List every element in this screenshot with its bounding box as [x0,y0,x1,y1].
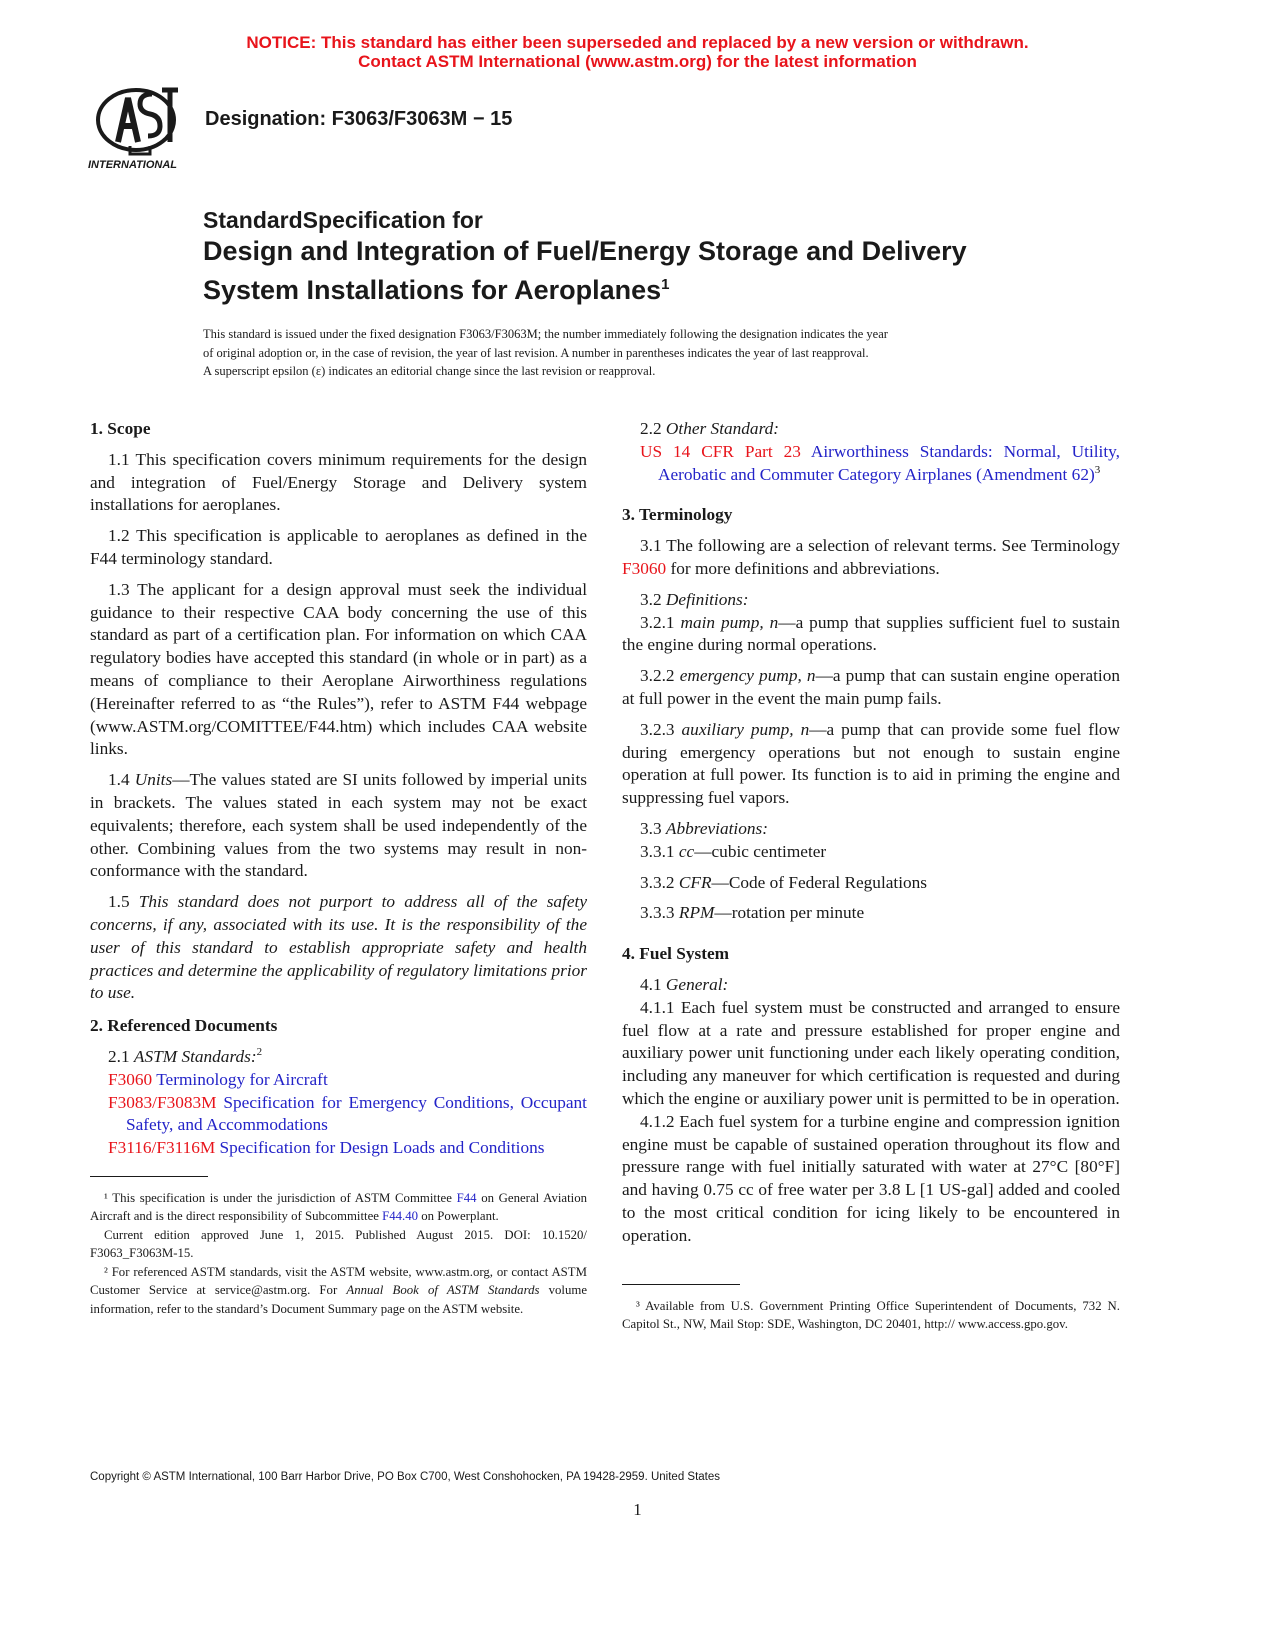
para-3-3-3: 3.3.3 RPM—rotation per minute [640,903,865,923]
designation: Designation: F3063/F3063M − 15 [205,108,513,130]
footnote-rule [90,1176,208,1177]
para-2-2: 2.2 Other Standard: [640,419,780,438]
withdrawal-notice [0,33,1275,71]
footnote-3: ³ Available from U.S. Government Printing Office Superintendent of Documents, 732 N. Capitol St., NW, Mail Stop: SDE, Washington, DC 20401, http:// www.access.gpo.gov. [622,1298,1120,1331]
link-f44-40[interactable]: F44.40 [382,1209,419,1224]
footnote-2: ² For referenced ASTM standards, visit the ASTM website, www.astm.org, or contact ASTM Customer Service at service@astm.org. For Annual Book of ASTM Standards volume information, refer to the standard’s Document Summary page on the ASTM website. [90,1264,588,1316]
para-1-2: 1.2 This specification is applicable to aeroplanes as defined in the F44 terminology standard. [90,526,587,568]
para-3-2-3: 3.2.3 auxiliary pump, n—a pump that can provide some fuel flow during emergency operations but not enough to sustain engine operation at full power. Its function is to aid in priming the engine and suppressing fuel vapors. [622,719,1120,808]
issued-line-3: A superscript epsilon (ε) indicates an editorial change since the last revision or reapproval. [203,364,656,378]
issuance-statement [203,325,1018,381]
logo-text: INTERNATIONAL [88,159,178,171]
para-3-2: 3.2 Definitions: [640,589,749,609]
para-1-3: 1.3 The applicant for a design approval must seek the individual guidance to their respective CAA body concerning the use of this standard as part of a certification plan. For information on which CAA regulatory bodies have accepted this standard (in whole or in part) as a means of compliance to their Aeroplane Airworthiness regulations (Hereinafter referred to as “the Rules”), refer to ASTM F44 webpage (www.ASTM.org/COMITTEE/F44.htm) which includes CAA website links. [90,579,587,759]
para-3-2-1: 3.2.1 main pump, n—a pump that supplies sufficient fuel to sustain the engine during normal operations. [622,612,1120,655]
para-1-1: 1.1 This specification covers minimum requirements for the design and integration of Fuel/Energy Storage and Delivery system installations for aeroplanes. [90,449,587,515]
footnote-1: ¹ This specification is under the jurisdiction of ASTM Committee F44 on General Aviation Aircraft and is the direct responsibility of Subcommittee F44.40 on Powerplant. [90,1190,587,1224]
link-f44[interactable]: F44 [456,1190,477,1205]
section-3-heading: 3. Terminology [622,505,733,525]
astm-international-logo [88,80,200,176]
footnotes-left [90,1189,587,1319]
section-4-heading: 4. Fuel System [622,944,730,964]
copyright-line: Copyright © ASTM International, 100 Barr Harbor Drive, PO Box C700, West Conshohocken, PA 19428-2959. United States [90,1471,721,1483]
ref-14-cfr-23[interactable]: US 14 CFR Part 23 Airworthiness Standards: Normal, Utility, Aerobatic and Commuter Category Airplanes (Amendment 62)$^3$ [640,441,1120,484]
para-4-1: 4.1 General: [640,974,729,994]
title-line-1: StandardSpecification for [203,207,483,233]
title-line-3: System Installations for Aeroplanes [203,275,662,305]
issued-line-1: This standard is issued under the fixed designation F3063/F3063M; the number immediately following the designation indicates the year [203,327,888,341]
left-column [90,418,587,1318]
para-4-1-2: 4.1.2 Each fuel system for a turbine engine and compression ignition engine must be capable of sustained operation throughout its flow and pressure range with fuel initially saturated with water at 27°C [80°F] and having 0.75 cc of free water per 3.8 L [1 US-gal] added and cooled to the most critical condition for icing likely to be encountered in operation. [622,1111,1120,1245]
para-3-1: 3.1 The following are a selection of relevant terms. See Terminology F3060 for more definitions and abbreviations. [622,536,1120,578]
page-number: 1 [633,1500,642,1519]
footnote-rule-right [622,1284,740,1285]
para-2-1: 2.1 ASTM Standards:$^2$ [108,1046,263,1066]
para-1-5: 1.5 This standard does not purport to address all of the safety concerns, if any, associated with its use. It is the responsibility of the user of this standard to establish appropriate safety and health practices and determine the applicability of regulatory limitations prior to use. [90,892,588,1003]
title-footnote-mark: 1 [661,276,670,293]
issued-line-2: of original adoption or, in the case of revision, the year of last revision. A number in parentheses indicates the year of last reapproval. [203,345,869,360]
para-4-1-1: 4.1.1 Each fuel system must be constructed and arranged to ensure fuel flow at a rate and pressure established for proper engine and auxiliary power unit functioning under each likely operating condition, including any maneuver for which certification is requested and during which the engine or auxiliary power unit is permitted to be in operation. [622,997,1120,1108]
document-title [203,205,967,307]
ref-f3060[interactable]: F3060 Terminology for Aircraft [108,1069,328,1089]
footnote-1-edition: Current edition approved June 1, 2015. Published August 2015. DOI: 10.1520/ F3063_F3063M-15. [90,1227,587,1261]
notice-line-2: Contact ASTM International (www.astm.org) for the latest information [358,52,917,71]
right-column [622,418,1120,1334]
para-3-3-2: 3.3.2 CFR—Code of Federal Regulations [640,872,928,892]
para-1-4: 1.4 Units—The values stated are SI units followed by imperial units in brackets. The values stated in each system may not be exact equivalents; therefore, each system shall be used independently of the other. Combining values from the two systems may result in non-conformance with the standard. [90,770,588,881]
ref-f3116[interactable]: F3116/F3116M Specification for Design Loads and Conditions [108,1138,545,1158]
para-3-3: 3.3 Abbreviations: [640,818,768,838]
notice-line-1: NOTICE: This standard has either been superseded and replaced by a new version or withdrawn. [246,33,1029,52]
ref-f3083[interactable]: F3083/F3083M Specification for Emergency Conditions, Occupant Safety, and Accommodations [108,1092,587,1135]
footnotes-right [622,1297,1120,1334]
link-f3060[interactable]: F3060 [622,558,667,578]
para-3-2-2: 3.2.2 emergency pump, n—a pump that can sustain engine operation at full power in the event the main pump fails. [622,666,1120,708]
section-1-heading: 1. Scope [90,419,151,438]
section-2-heading: 2. Referenced Documents [90,1016,278,1036]
title-line-2: Design and Integration of Fuel/Energy Storage and Delivery [203,236,967,266]
para-3-3-1: 3.3.1 cc—cubic centimeter [640,841,827,861]
